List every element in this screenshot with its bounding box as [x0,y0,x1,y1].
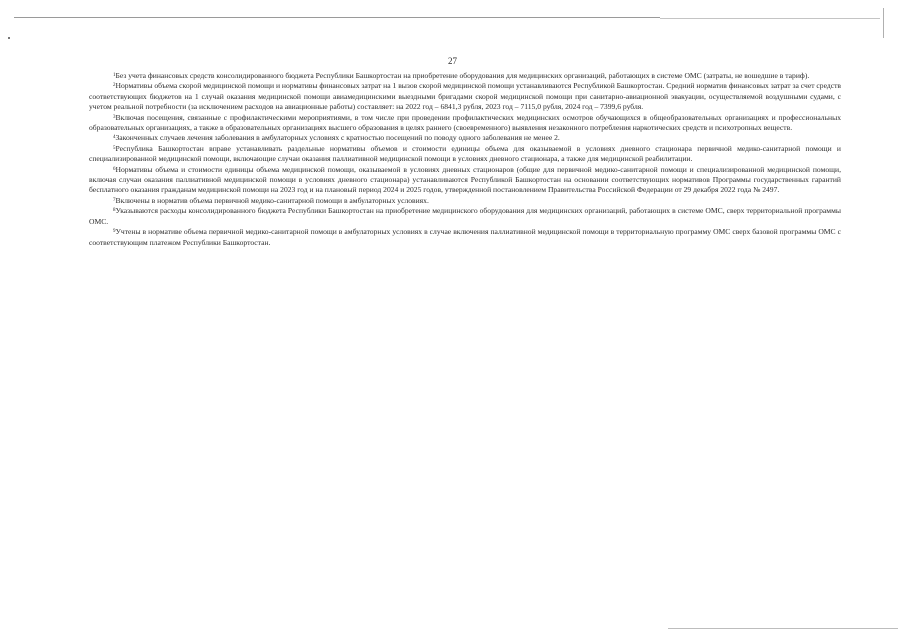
footnote-text: Включая посещения, связанные с профилактическими мероприятиями, в том числе при проведении профилактических медицинских осмотров обучающихся в общеобразовательных организациях и профессиональных образовательных организациях, а также в образовательных организациях высшего образования в целях раннего (своевременного) выявления незаконного потребления наркотических средств и психотропных веществ. [89,112,841,133]
scan-speck [8,37,10,39]
footnote-mark: 1 [113,73,116,78]
footnote-mark: 5 [113,145,116,151]
scan-bottom-border-line [668,628,898,629]
footnote-1 [89,71,841,81]
footnote-mark: 6 [113,166,116,172]
footnote-text: Нормативы объема скорой медицинской помощи и нормативы финансовых затрат на 1 вызов скорой медицинской помощи устанавливаются Республикой Башкортостан. Средний норматив финансовых затрат за счет средств соответствующих бюджетов на 1 случай оказания медицинской помощи авиамедицинскими выездными бригадами скорой медицинской помощи при санитарно-авиационной эвакуации, осуществляемой воздушными судами, с учетом реальной потребности (за исключением расходов на авиационные работы) составляет: на 2022 год – 6841,3 рубля, 2023 год – 7115,0 рубля, 2024 год – 7399,6 рубля. [89,81,841,112]
footnote-8 [89,206,841,227]
footnote-text: Учтены в нормативе объема первичной медико-санитарной помощи в амбулаторных условиях в случае включения паллиативной медицинской помощи в территориальную программу ОМС сверх базовой программы ОМС с соответствующим платежом Республики Башкортостан. [89,227,841,247]
scan-top-border-line [14,17,660,18]
footnote-text: Включены в норматив объема первичной медико-санитарной помощи в амбулаторных условиях. [115,195,429,205]
footnote-mark: 8 [113,208,116,214]
footnote-text: Указываются расходы консолидированного бюджета Республики Башкортостан на приобретение медицинского оборудования для медицинских организаций, работающих в системе ОМС, сверх территориальной программы ОМС. [89,206,841,226]
footnote-5 [89,144,841,165]
footnote-mark: 7 [113,197,116,203]
footnote-text: Нормативы объема и стоимости единицы объема медицинской помощи, оказываемой в условиях дневных стационаров (общие для первичной медико-санитарной помощи и специализированной медицинской помощи, включая случаи оказания паллиативной медицинской помощи в условиях дневного стационара) устанавливаются Республикой Башкортостан на основании соответствующих нормативов Программы государственных гарантий бесплатного оказания гражданам медицинской помощи на 2023 год и на плановый период 2024 и 2025 годов, утвержденной постановлением Правительства Российской Федерации от 29 декабря 2022 года № 2497. [89,164,841,195]
footnote-text: Республика Башкортостан вправе устанавливать раздельные нормативы объемов и стоимости единицы объема для оказываемой в условиях дневного стационара первичной медико-санитарной помощи и специализированной медицинской помощи, включающие случаи оказания паллиативной медицинской помощи в условиях дневного стационара, а также для медицинской реабилитации. [89,143,841,164]
footnote-3 [89,113,841,134]
footnotes-block [89,71,841,248]
footnote-mark: 2 [113,83,116,89]
footnote-mark: 3 [113,114,116,120]
footnote-7 [89,196,841,206]
footnote-text: Законченных случаев лечения заболевания в амбулаторных условиях с кратностью посещений по поводу одного заболевания не менее 2. [115,133,560,143]
footnote-text: Без учета финансовых средств консолидированного бюджета Республики Башкортостан на приобретение оборудования для медицинских организаций, работающих в системе ОМС (затраты, не вошедшие в тариф). [115,71,810,80]
footnote-mark: 4 [113,135,116,141]
scan-right-edge-mark [883,8,884,38]
footnote-6 [89,165,841,196]
scan-top-border-line-faint [660,18,880,19]
footnote-2 [89,81,841,112]
page-number: 27 [448,56,457,66]
footnote-mark: 9 [113,229,116,235]
footnote-9 [89,227,841,248]
footnote-4 [89,133,841,143]
